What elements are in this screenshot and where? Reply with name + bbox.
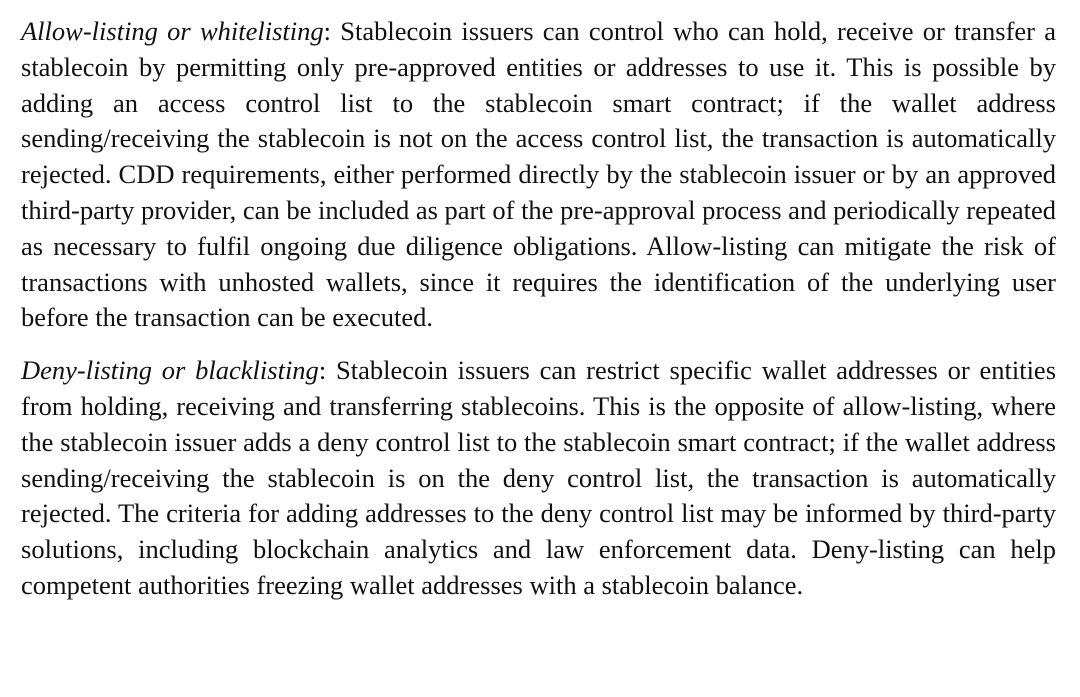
deny-listing-paragraph <box>21 353 1056 604</box>
deny-listing-term: Deny-listing or blacklisting <box>21 355 319 386</box>
deny-listing-body: Stablecoin issuers can restrict specific wallet addresses or entities from holding, receiving and transferring stablecoins. This is the opposite of allow-listing, where the stablecoin issuer adds a deny control list to the stablecoin smart contract; if the wallet address sending/receiving the stablecoin is on the deny control list, the transaction is automatically rejected. The criteria for adding addresses to the deny control list may be informed by third-party solutions, including blockchain analytics and law enforcement data. Deny-listing can help competent authorities freezing wallet addresses with a stablecoin balance. <box>21 355 1057 600</box>
allow-listing-term: Allow-listing or whitelisting <box>21 16 324 46</box>
allow-listing-separator: : <box>323 16 341 46</box>
allow-listing-paragraph <box>21 14 1056 336</box>
deny-listing-separator: : <box>318 355 336 386</box>
allow-listing-body: Stablecoin issuers can control who can hold, receive or transfer a stablecoin by permitting only pre-approved entities or addresses to use it. This is possible by adding an access control list to the stablecoin smart contract; if the wallet address sending/receiving the stablecoin is not on the access control list, the transaction is automatically rejected. CDD requirements, either performed directly by the stablecoin issuer or by an approved third-party provider, can be included as part of the pre-approval process and periodically repeated as necessary to fulfil ongoing due diligence obligations. Allow-listing can mitigate the risk of transactions with unhosted wallets, since it requires the identification of the underlying user before the transaction can be executed. <box>21 16 1057 333</box>
